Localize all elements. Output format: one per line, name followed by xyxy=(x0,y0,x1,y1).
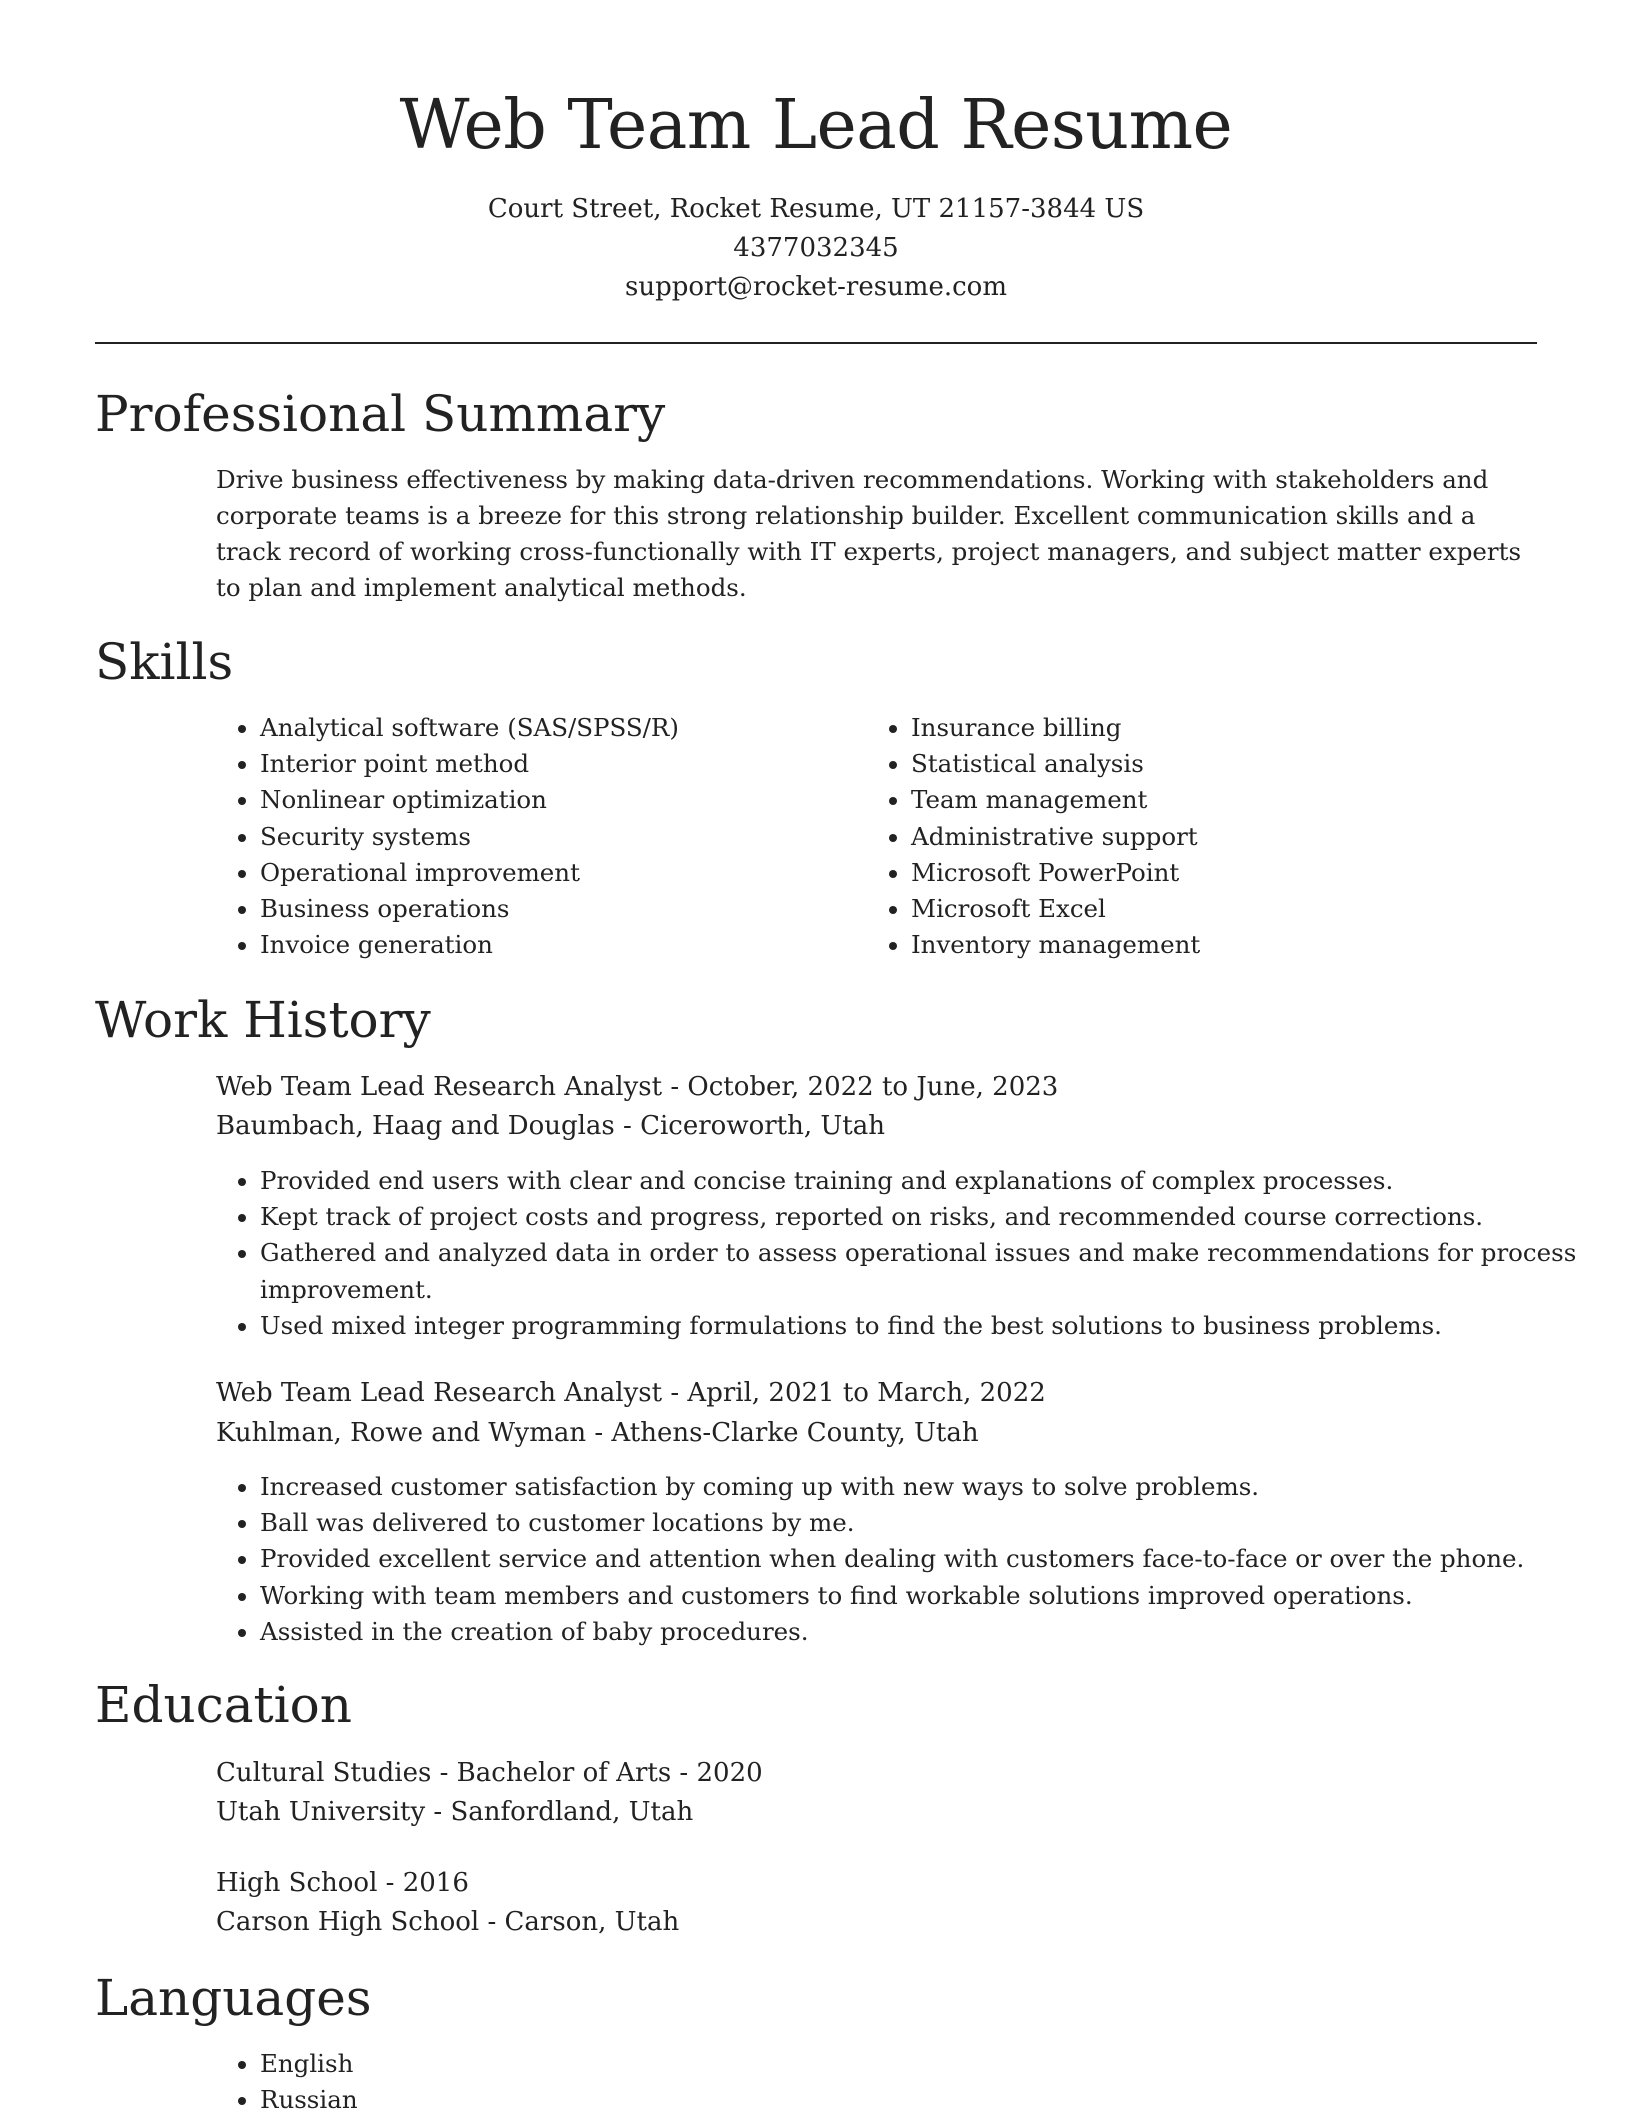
language-item: • English xyxy=(260,2046,860,2082)
job-title-line: Web Team Lead Research Analyst - October, 2022 to June, 2023 xyxy=(216,1072,1059,1102)
contact-email: support@rocket-resume.com xyxy=(624,272,1007,302)
job-bullet: • Kept track of project costs and progress, reported on risks, and recommended course corrections. xyxy=(260,1199,1580,1235)
contact-phone: 4377032345 xyxy=(733,233,899,263)
language-item: • Russian xyxy=(260,2082,860,2118)
summary-heading: Professional Summary xyxy=(95,385,666,443)
education-degree-line: Cultural Studies - Bachelor of Arts - 2020 xyxy=(216,1758,763,1788)
job-bullet: • Gathered and analyzed data in order to assess operational issues and make recommendations for process improvement. xyxy=(260,1235,1580,1307)
job-bullets xyxy=(216,1469,1580,1650)
job-bullet: • Assisted in the creation of baby procedures. xyxy=(260,1614,1580,1650)
languages-heading: Languages xyxy=(95,1969,372,2027)
skill-item: • Administrative support xyxy=(911,819,1511,855)
job-title-line: Web Team Lead Research Analyst - April, 2021 to March, 2022 xyxy=(216,1378,1046,1408)
job-company-line: Kuhlman, Rowe and Wyman - Athens-Clarke County, Utah xyxy=(216,1418,979,1448)
skill-item: • Statistical analysis xyxy=(911,746,1511,782)
skill-item: • Team management xyxy=(911,782,1511,818)
skill-item: • Microsoft Excel xyxy=(911,891,1511,927)
skills-list-left xyxy=(216,710,820,963)
resume-title: Web Team Lead Resume xyxy=(399,86,1233,165)
skill-item: • Operational improvement xyxy=(260,855,820,891)
job-bullet: • Working with team members and customers to find workable solutions improved operations. xyxy=(260,1578,1580,1614)
skill-item: • Inventory management xyxy=(911,927,1511,963)
skill-item: • Security systems xyxy=(260,819,820,855)
education-heading: Education xyxy=(95,1676,352,1734)
skill-item: • Invoice generation xyxy=(260,927,820,963)
contact-block xyxy=(95,190,1537,307)
job-bullets xyxy=(216,1163,1580,1344)
skill-item: • Microsoft PowerPoint xyxy=(911,855,1511,891)
skill-item: • Analytical software (SAS/SPSS/R) xyxy=(260,710,820,746)
skills-list-right xyxy=(867,710,1511,963)
job-bullet: • Provided end users with clear and concise training and explanations of complex processes. xyxy=(260,1163,1580,1199)
skill-item: • Insurance billing xyxy=(911,710,1511,746)
skill-item: • Nonlinear optimization xyxy=(260,782,820,818)
job-company-line: Baumbach, Haag and Douglas - Ciceroworth, Utah xyxy=(216,1111,885,1141)
skills-heading: Skills xyxy=(95,633,234,691)
contact-address: Court Street, Rocket Resume, UT 21157-3844 US xyxy=(487,194,1145,224)
job-bullet: • Increased customer satisfaction by coming up with new ways to solve problems. xyxy=(260,1469,1580,1505)
skill-item: • Business operations xyxy=(260,891,820,927)
job-bullet: • Used mixed integer programming formulations to find the best solutions to business problems. xyxy=(260,1308,1580,1344)
header-divider xyxy=(95,342,1537,344)
job-bullet: • Ball was delivered to customer locations by me. xyxy=(260,1505,1580,1541)
work-history-heading: Work History xyxy=(95,991,431,1049)
skill-item: • Interior point method xyxy=(260,746,820,782)
education-school-line: Carson High School - Carson, Utah xyxy=(216,1907,680,1937)
education-school-line: Utah University - Sanfordland, Utah xyxy=(216,1797,694,1827)
education-degree-line: High School - 2016 xyxy=(216,1868,469,1898)
summary-text: Drive business effectiveness by making data-driven recommendations. Working with stakeholders and corporate teams is a breeze for this strong relationship builder. Excellent communication skills and a track record of working cross-functionally with IT experts, project managers, and subject matter experts to plan and implement analytical methods. xyxy=(216,465,1522,602)
job-bullet: • Provided excellent service and attention when dealing with customers face-to-face or over the phone. xyxy=(260,1541,1580,1577)
languages-list xyxy=(216,2046,860,2118)
